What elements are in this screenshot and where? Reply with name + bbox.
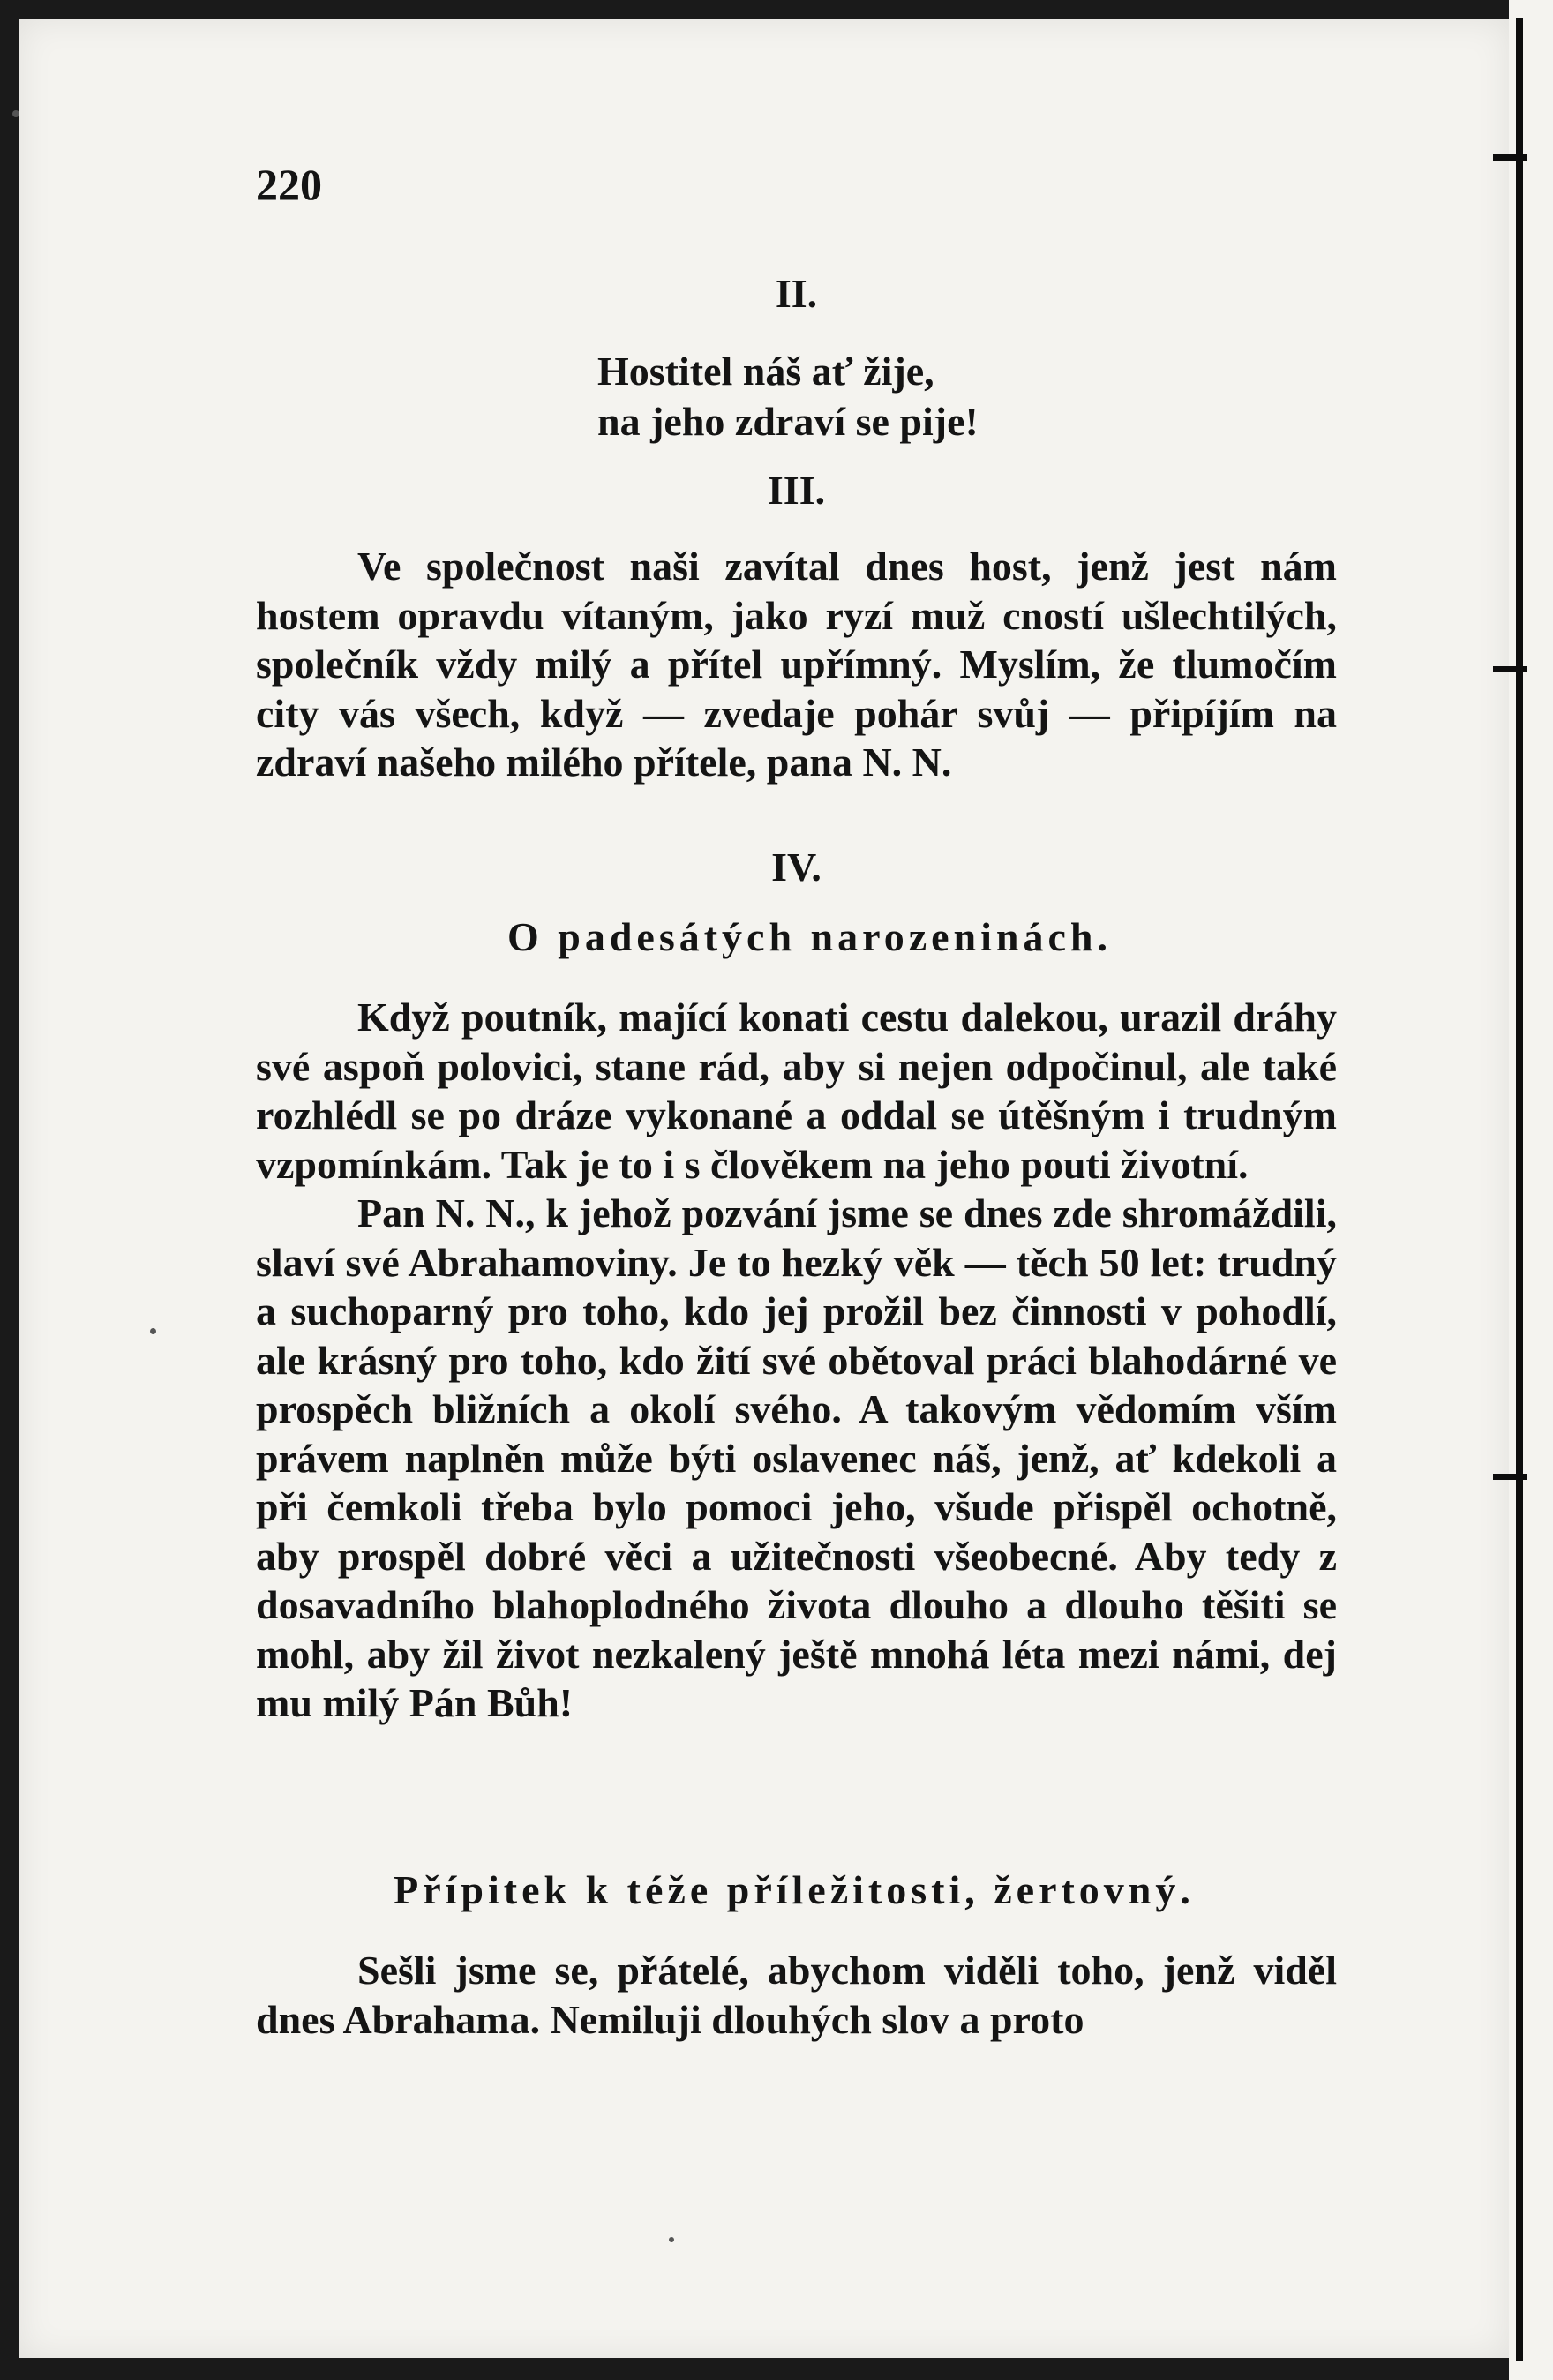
verse-line: Hostitel náš ať žije, — [597, 349, 934, 394]
border-mark — [1493, 154, 1527, 161]
paragraph-toast — [256, 1946, 1337, 2044]
section-heading-ii: II. — [775, 271, 818, 316]
paragraph-text: Sešli jsme se, přátelé, abychom viděli toho, jenž viděl dnes Abrahama. Nemiluji dlouhých slov a proto — [256, 1948, 1337, 2042]
paragraph-text: Ve společnost naši zavítal dnes host, jenž jest nám hostem opravdu vítaným, jako ryzí muž cností ušlechtilých, společník vždy milý a přítel upřímný. Myslím, že tlumočím city vás všech, když — zvedaje pohár svůj — připíjím na zdraví našeho milého přítele, pana N. N. — [256, 544, 1337, 785]
toast-title: Přípitek k téže příležitosti, žertovný. — [394, 1867, 1195, 1912]
scan-speck — [150, 1328, 156, 1334]
paragraph-iv — [256, 993, 1337, 1728]
paragraph-iii — [256, 542, 1337, 787]
scan-speck — [12, 110, 19, 117]
verse-line: na jeho zdraví se pije! — [597, 399, 979, 444]
paragraph-text: Pan N. N., k jehož pozvání jsme se dnes zde shromáždili, slaví své Abrahamoviny. Je to hezký věk — těch 50 let: trudný a suchoparný pro toho, kdo jej prožil bez činnosti v pohodlí, ale krásný pro toho, kdo žití své obětoval práci blahodárné ve prospěch bližních a okolí svého. A takovým vědomím vším právem naplněn může býti oslavenec náš, jenž, ať kdekoli a při čemkoli třeba bylo pomoci jeho, všude přispěl ochotně, aby prospěl dobré věci a užitečnosti všeobecné. Aby tedy z dosavadního blahoplodného života dlouho a dlouho těšiti se mohl, aby žil život nezkalený ještě mnohá léta mezi námi, dej mu milý Pán Bůh! — [256, 1190, 1337, 1725]
border-mark — [1493, 666, 1527, 672]
scan-speck — [669, 2237, 674, 2242]
border-mark — [1493, 1474, 1527, 1480]
page-border-line — [1516, 18, 1523, 2361]
verse — [597, 346, 979, 447]
section-heading-iv: IV. — [771, 845, 822, 890]
section-heading-iii: III. — [767, 468, 826, 513]
paragraph-text: Když poutník, mající konati cestu dalekou, urazil dráhy své aspoň polovici, stane rád, aby si nejen odpočinul, ale také rozhlédl se po dráze vykonané a oddal se útěšným i trudným vzpomínkám. Tak je to i s člověkem na jeho pouti životní. — [256, 995, 1337, 1187]
section-title-iv: O padesátých narozeninách. — [506, 914, 1113, 959]
page-number: 220 — [256, 160, 322, 209]
